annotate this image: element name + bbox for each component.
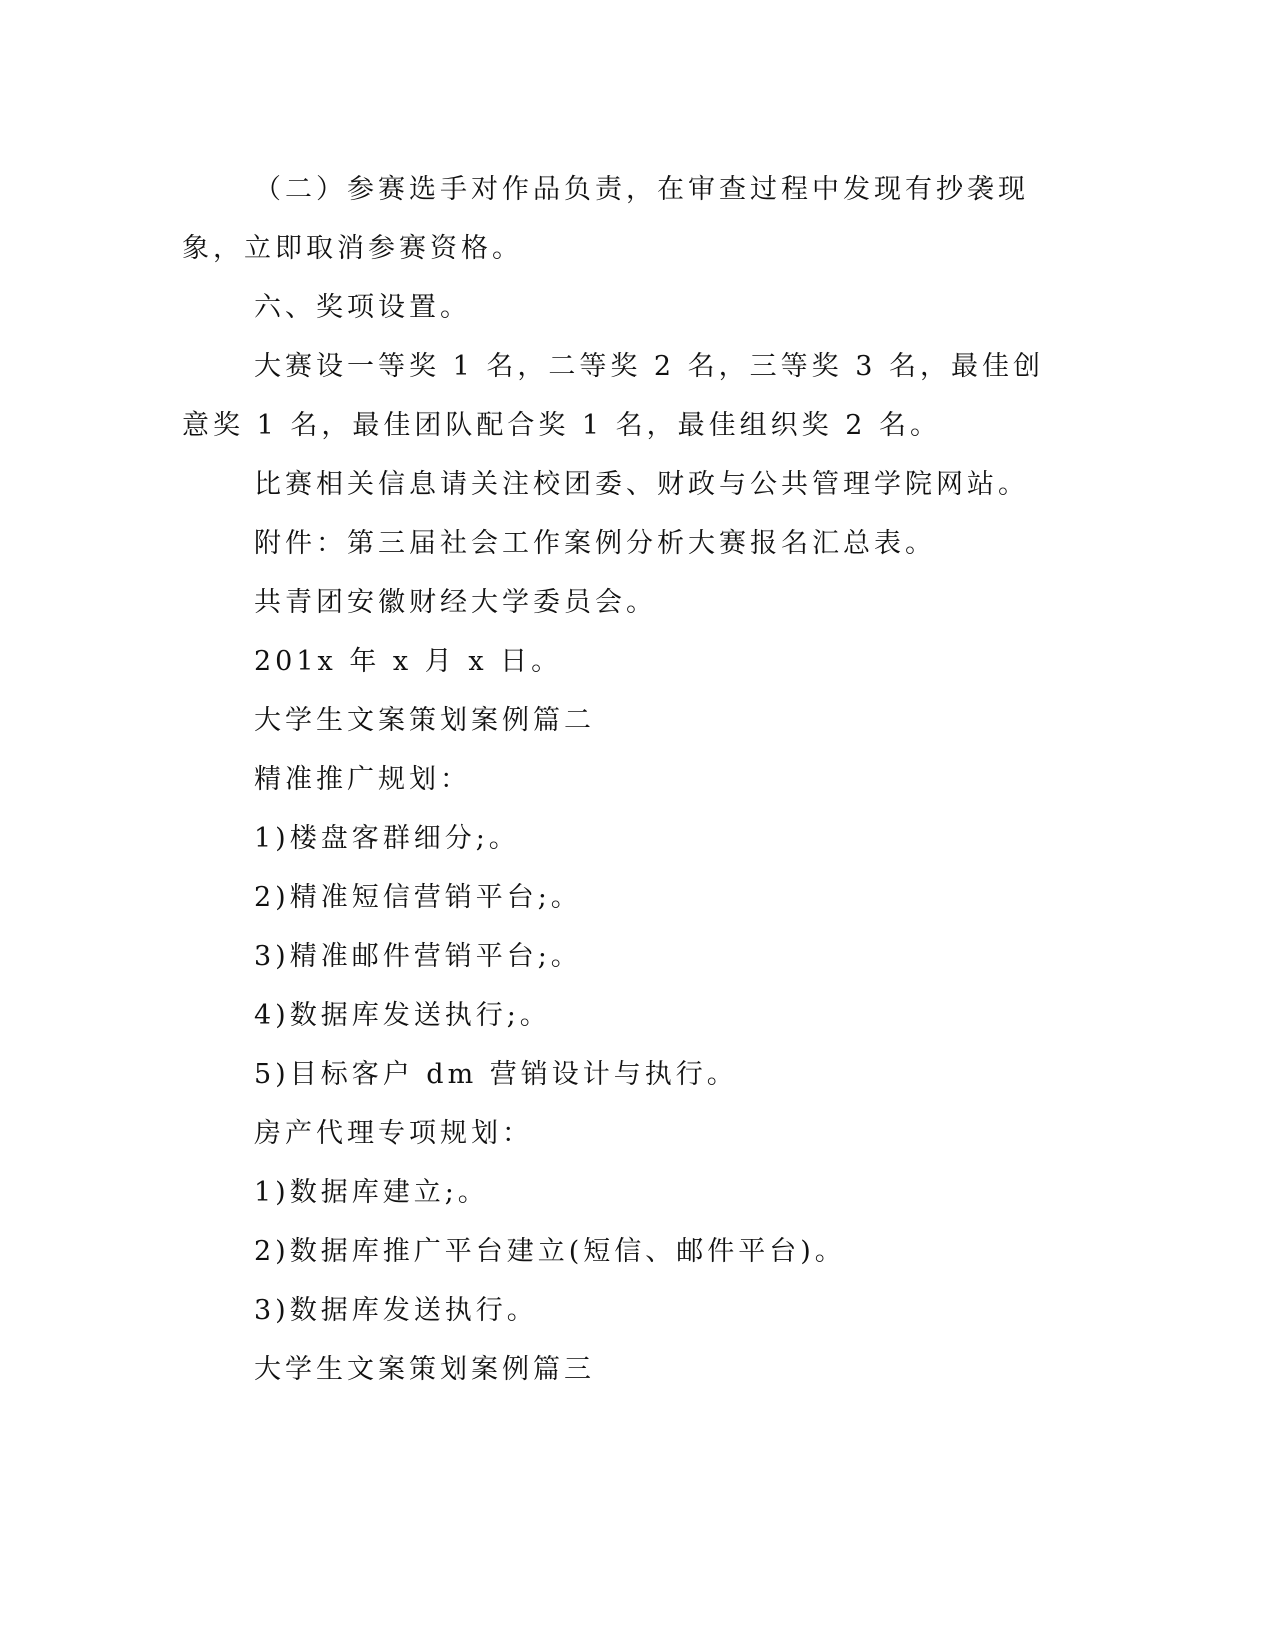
- list-item: 4)数据库发送执行;。: [254, 1000, 551, 1031]
- heading-awards: 六、奖项设置。: [254, 292, 471, 323]
- document-body: [182, 160, 1067, 1399]
- paragraph-date: 201x 年 x 月 x 日。: [254, 646, 563, 677]
- paragraph-awards-list: 大赛设一等奖 1 名，二等奖 2 名，三等奖 3 名，最佳创意奖 1 名，最佳团队配合奖 1 名，最佳组织奖 2 名。: [182, 351, 1045, 441]
- paragraph-plagiarism-rule: （二）参赛选手对作品负责，在审查过程中发现有抄袭现象，立即取消参赛资格。: [182, 174, 1029, 264]
- section-title-part-three: 大学生文案策划案例篇三: [254, 1354, 595, 1385]
- paragraph-attachment: 附件：第三届社会工作案例分析大赛报名汇总表。: [254, 528, 936, 559]
- list-item: 3)精准邮件营销平台;。: [254, 941, 582, 972]
- paragraph-organizer: 共青团安徽财经大学委员会。: [254, 587, 657, 618]
- list-item: 1)数据库建立;。: [254, 1177, 489, 1208]
- heading-precision-promotion: 精准推广规划：: [254, 764, 471, 795]
- list-item: 2)精准短信营销平台;。: [254, 882, 582, 913]
- list-item: 2)数据库推广平台建立(短信、邮件平台)。: [254, 1236, 846, 1267]
- paragraph-info-notice: 比赛相关信息请关注校团委、财政与公共管理学院网站。: [254, 469, 1029, 500]
- list-item: 1)楼盘客群细分;。: [254, 823, 520, 854]
- list-item: 3)数据库发送执行。: [254, 1295, 538, 1326]
- list-item: 5)目标客户 dm 营销设计与执行。: [254, 1059, 738, 1090]
- section-title-part-two: 大学生文案策划案例篇二: [254, 705, 595, 736]
- heading-real-estate-agency: 房产代理专项规划：: [254, 1118, 533, 1149]
